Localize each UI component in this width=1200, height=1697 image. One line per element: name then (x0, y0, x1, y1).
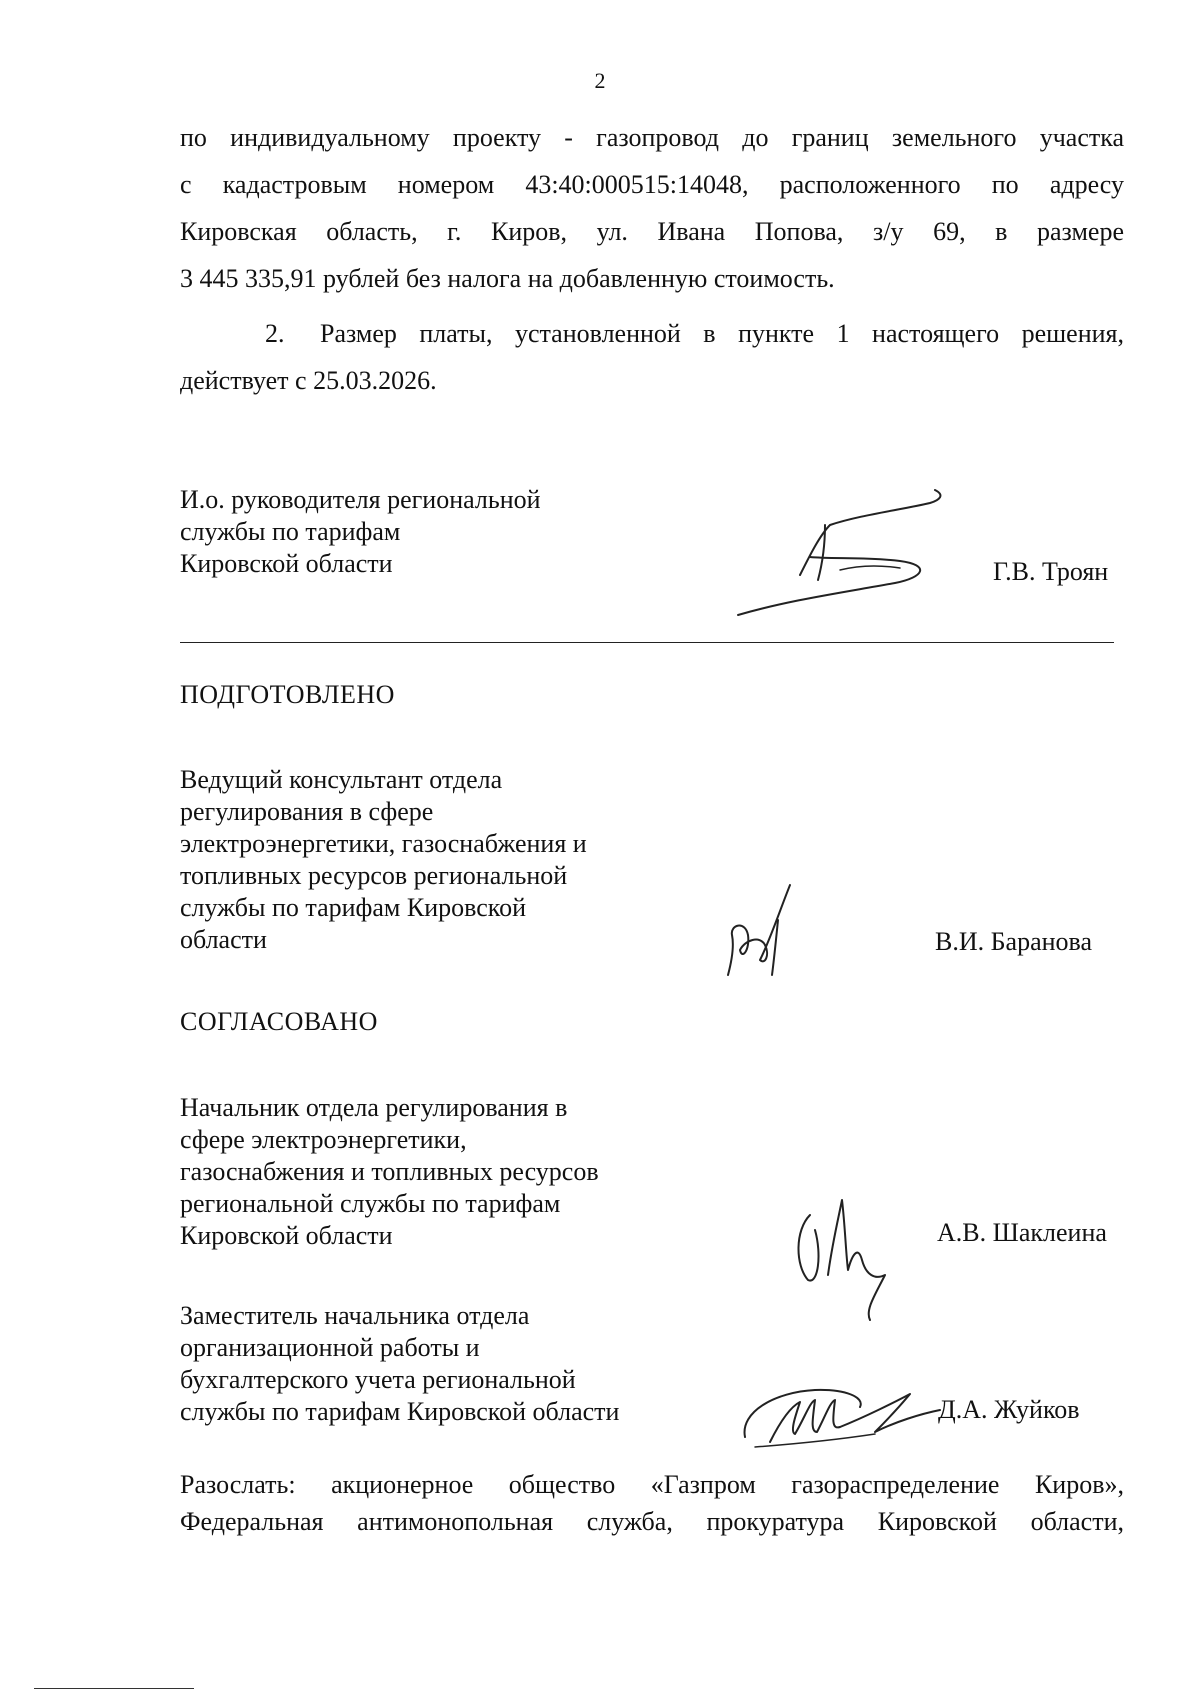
head-signatory-title (180, 484, 541, 580)
signature-icon (730, 485, 950, 625)
divider (180, 642, 1114, 643)
title-line: области (180, 925, 267, 954)
paragraph-1-line: Кировская область, г. Киров, ул. Ивана Попова, з/у 69, в размере (180, 217, 1124, 246)
title-line: организационной работы и (180, 1333, 480, 1362)
agreed-second-title (180, 1300, 619, 1428)
paragraph-2-line (180, 310, 1124, 357)
signature-icon (790, 1185, 900, 1325)
title-line: Начальник отдела регулирования в (180, 1093, 568, 1122)
title-line: И.о. руководителя региональной (180, 485, 541, 514)
title-line: газоснабжения и топливных ресурсов (180, 1157, 599, 1186)
signature-icon (720, 880, 800, 980)
title-line: службы по тарифам (180, 517, 401, 546)
distribution (180, 1466, 1124, 1540)
paragraph-2-text: Размер платы, установленной в пункте 1 настоящего решения, (320, 319, 1124, 348)
paragraph-1-line: по индивидуальному проекту - газопровод до границ земельного участка (180, 123, 1124, 152)
prepared-name: В.И. Баранова (935, 927, 1093, 956)
title-line: Заместитель начальника отдела (180, 1301, 530, 1330)
agreed-first-name: А.В. Шаклеина (937, 1218, 1107, 1247)
title-line: регулирования в сфере (180, 797, 434, 826)
paragraph-2-line: действует с 25.03.2026. (180, 366, 437, 395)
title-line: службы по тарифам Кировской (180, 893, 527, 922)
head-signatory-name: Г.В. Троян (993, 557, 1109, 586)
footer-rule (34, 1688, 194, 1689)
paragraph-2-number: 2. (265, 319, 285, 348)
paragraph-1-line: 3 445 335,91 рублей без налога на добавленную стоимость. (180, 264, 835, 293)
distribution-line: Разослать: акционерное общество «Газпром газораспределение Киров», (180, 1470, 1124, 1499)
paragraph-2 (180, 310, 1124, 404)
agreed-second-name: Д.А. Жуйков (938, 1395, 1080, 1424)
title-line: сфере электроэнергетики, (180, 1125, 467, 1154)
title-line: бухгалтерского учета региональной (180, 1365, 576, 1394)
paragraph-1-line: с кадастровым номером 43:40:000515:14048, расположенного по адресу (180, 170, 1124, 199)
title-line: региональной службы по тарифам (180, 1189, 561, 1218)
agreed-first-title (180, 1092, 599, 1252)
agreed-heading: СОГЛАСОВАНО (180, 1007, 378, 1036)
prepared-heading: ПОДГОТОВЛЕНО (180, 680, 395, 709)
title-line: Ведущий консультант отдела (180, 765, 503, 794)
title-line: службы по тарифам Кировской области (180, 1397, 620, 1426)
title-line: топливных ресурсов региональной (180, 861, 568, 890)
prepared-title (180, 764, 587, 956)
title-line: Кировской области (180, 1221, 393, 1250)
signature-icon (735, 1372, 955, 1457)
page-number: 2 (594, 68, 606, 93)
title-line: Кировской области (180, 549, 393, 578)
title-line: электроэнергетики, газоснабжения и (180, 829, 587, 858)
distribution-line: Федеральная антимонопольная служба, прокуратура Кировской области, (180, 1507, 1124, 1536)
paragraph-1 (180, 114, 1124, 302)
